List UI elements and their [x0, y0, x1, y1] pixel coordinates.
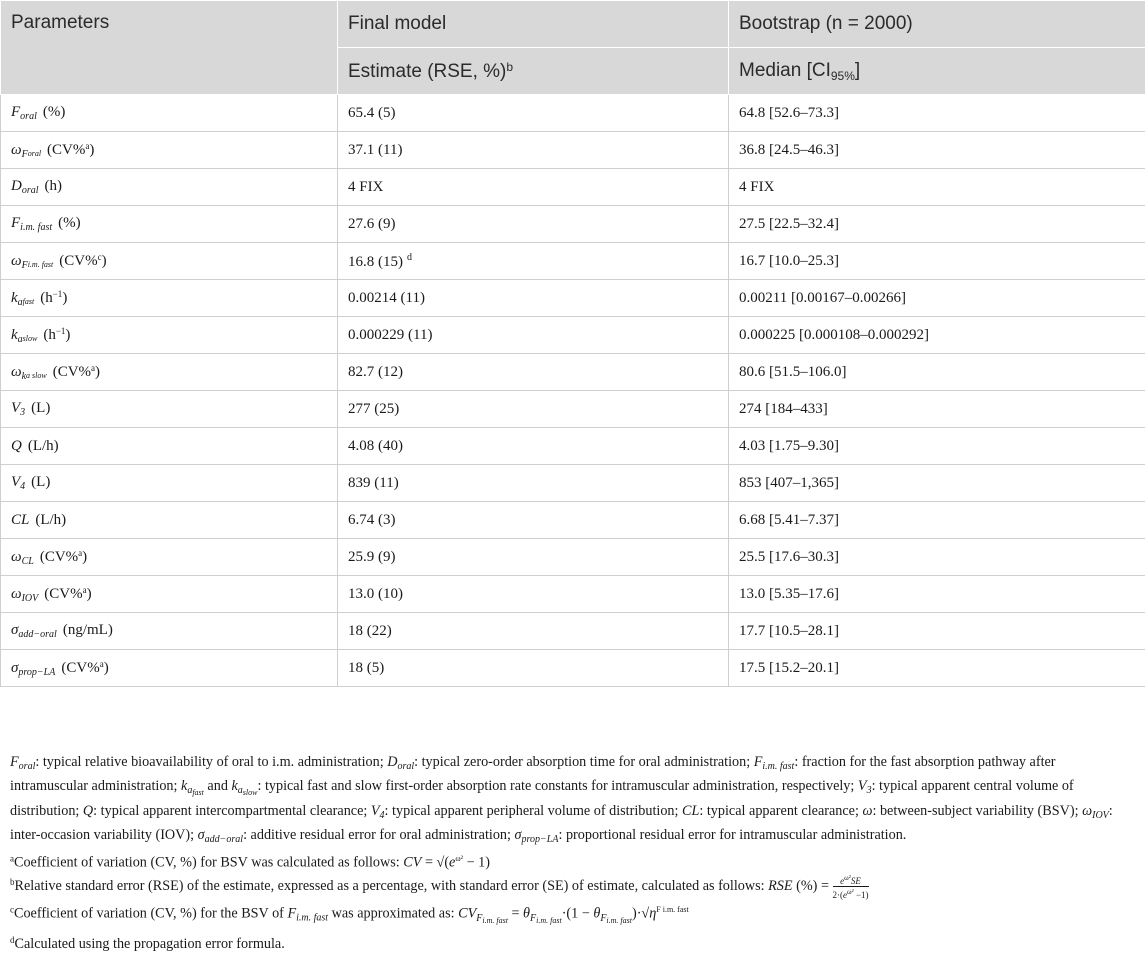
- table-row: [1, 539, 1145, 576]
- bootstrap-cell: 64.8 [52.6–73.3]: [729, 95, 1145, 132]
- parameter-cell: $V_3$ (L): [1, 391, 338, 428]
- parameter-cell: $\omega_{CL}$ (CV%$^a$): [1, 539, 338, 576]
- table-row: [1, 465, 1145, 502]
- header-final-model: Final model: [338, 1, 729, 48]
- header-row-1: [1, 1, 1145, 48]
- parameter-cell: $V_4$ (L): [1, 465, 338, 502]
- parameter-cell: CL (L/h): [1, 502, 338, 539]
- table-row: [1, 169, 1145, 206]
- bootstrap-cell: 4.03 [1.75–9.30]: [729, 428, 1145, 465]
- parameter-cell: $\sigma_{prop-LA}$ (CV%$^a$): [1, 650, 338, 687]
- estimate-cell: 4.08 (40): [338, 428, 729, 465]
- bootstrap-cell: 17.7 [10.5–28.1]: [729, 613, 1145, 650]
- table-row: [1, 354, 1145, 391]
- bootstrap-cell: 16.7 [10.0–25.3]: [729, 243, 1145, 280]
- parameter-cell: $F_{oral}$ (%): [1, 95, 338, 132]
- estimate-cell: 16.8 (15) $^d$: [338, 243, 729, 280]
- bootstrap-cell: 0.00211 [0.00167–0.00266]: [729, 280, 1145, 317]
- table-row: [1, 613, 1145, 650]
- bootstrap-cell: 274 [184–433]: [729, 391, 1145, 428]
- abbreviations-note: $F_{oral}$: typical relative bioavailability of oral to i.m. administration; $D_{oral}$: typical zero-order absorption time for oral administration; $F_{i.m. fast}$: fraction for the fast absorption pathway after intramuscular administration; $k_{a_{fast}}$ and $k_{a_{slow}}$: typical fast and slow first-order absorption rate constants for intramuscular administration, respectively; $V_3$: typical apparent central volume of distribution; Q: typical apparent intercompartmental clearance; $V_4$: typical apparent peripheral volume of distribution; CL: typical apparent clearance; ω: between-subject variability (BSV); $\omega_{IOV}$: inter-occasion variability (IOV); $\sigma_{add-oral}$: additive residual error for oral administration; $\sigma_{prop-LA}$: proportional residual error for intramuscular administration.: [10, 753, 1135, 849]
- estimate-cell: 277 (25): [338, 391, 729, 428]
- estimate-cell: 4 FIX: [338, 169, 729, 206]
- estimate-cell: 0.00214 (11): [338, 280, 729, 317]
- estimate-cell: 27.6 (9): [338, 206, 729, 243]
- table-row: [1, 95, 1145, 132]
- table-row: [1, 280, 1145, 317]
- bootstrap-cell: 36.8 [24.5–46.3]: [729, 132, 1145, 169]
- estimate-cell: 65.4 (5): [338, 95, 729, 132]
- table-row: [1, 576, 1145, 613]
- bootstrap-cell: 853 [407–1,365]: [729, 465, 1145, 502]
- table-row: [1, 132, 1145, 169]
- parameter-cell: $D_{oral}$ (h): [1, 169, 338, 206]
- parameter-cell: $\omega_Fi.m$. fast (CV%$^c$): [1, 243, 338, 280]
- estimate-cell: 37.1 (11): [338, 132, 729, 169]
- bootstrap-cell: 25.5 [17.6–30.3]: [729, 539, 1145, 576]
- bootstrap-cell: 4 FIX: [729, 169, 1145, 206]
- estimate-cell: 6.74 (3): [338, 502, 729, 539]
- footnote-b: $^b$Relative standard error (RSE) of the estimate, expressed as a percentage, with standard error (SE) of estimate, calculated as follows: RSE (%) = $\frac{e^{\omega^2}SE}{2\cdot(e^{\omega^2} -1)}$: [10, 873, 1135, 900]
- header-estimate: Estimate (RSE, %)$^b$: [338, 48, 729, 95]
- parameter-cell: $\omega_ka$ slow (CV%$^a$): [1, 354, 338, 391]
- table-row: [1, 206, 1145, 243]
- parameter-cell: $F_{i.m. fast}$ (%): [1, 206, 338, 243]
- header-bootstrap: Bootstrap (n = 2000): [729, 1, 1145, 48]
- footnote-c: $^c$Coefficient of variation (CV, %) for the BSV of $F_{i.m. fast}$ was approximated as: $CV_{F_{i.m. fast}} = \theta_{F_{i.m. fast}}\cdot(1 - \theta_{F_{i.m. fast}})\cdot√\eta^{F i.m. fast}$: [10, 900, 1135, 930]
- parameter-cell: $k_aslow$ $(h^{-1})$: [1, 317, 338, 354]
- parameter-cell: Q (L/h): [1, 428, 338, 465]
- estimate-cell: 18 (22): [338, 613, 729, 650]
- table-row: [1, 317, 1145, 354]
- estimate-cell: 839 (11): [338, 465, 729, 502]
- header-parameters: Parameters: [1, 1, 338, 95]
- table-row: [1, 391, 1145, 428]
- table-footnotes: [10, 753, 1135, 954]
- table-row: [1, 243, 1145, 280]
- bootstrap-cell: 13.0 [5.35–17.6]: [729, 576, 1145, 613]
- estimate-cell: 18 (5): [338, 650, 729, 687]
- table-row: [1, 428, 1145, 465]
- bootstrap-cell: 6.68 [5.41–7.37]: [729, 502, 1145, 539]
- estimate-cell: 25.9 (9): [338, 539, 729, 576]
- table-row: [1, 650, 1145, 687]
- estimate-cell: 13.0 (10): [338, 576, 729, 613]
- parameter-cell: $\omega_Foral$ (CV%$^a$): [1, 132, 338, 169]
- footnote-a: $^a$Coefficient of variation (CV, %) for BSV was calculated as follows: CV = $√(e^{\omega^2} - 1)$: [10, 849, 1135, 873]
- parameter-cell: $k_afast$ $(h^{-1})$: [1, 280, 338, 317]
- bootstrap-cell: 17.5 [15.2–20.1]: [729, 650, 1145, 687]
- bootstrap-cell: 27.5 [22.5–32.4]: [729, 206, 1145, 243]
- header-median: Median $[CI_{95\%}]$: [729, 48, 1145, 95]
- footnote-d: $^d$Calculated using the propagation error formula.: [10, 931, 1135, 954]
- parameter-cell: $\omega_{IOV}$ (CV%$^a$): [1, 576, 338, 613]
- estimate-cell: 82.7 (12): [338, 354, 729, 391]
- table-row: [1, 502, 1145, 539]
- parameter-cell: $\sigma_{add-oral}$ (ng/mL): [1, 613, 338, 650]
- bootstrap-cell: 80.6 [51.5–106.0]: [729, 354, 1145, 391]
- estimate-cell: 0.000229 (11): [338, 317, 729, 354]
- bootstrap-cell: 0.000225 [0.000108–0.000292]: [729, 317, 1145, 354]
